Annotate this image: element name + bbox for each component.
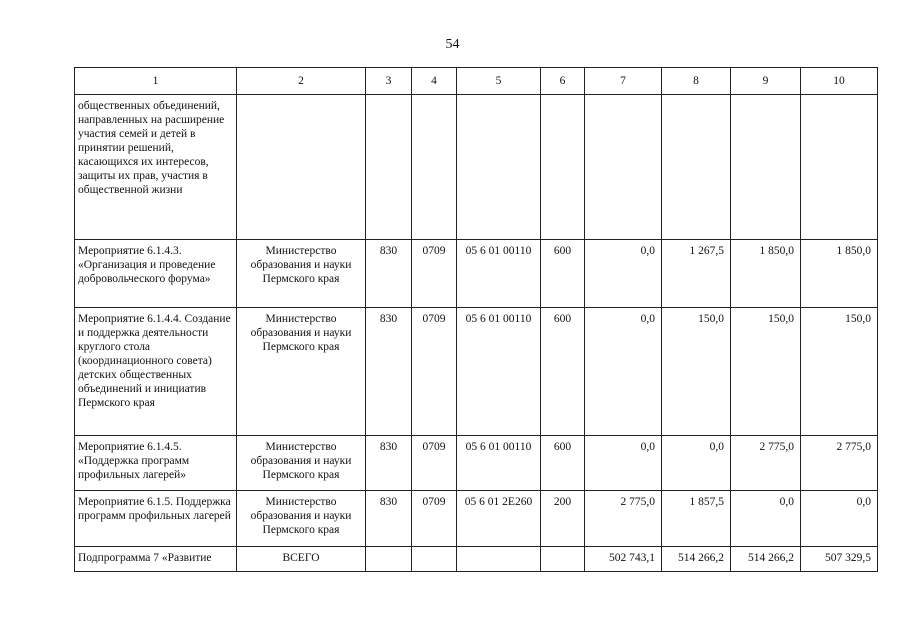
col-3: 830 <box>366 240 412 308</box>
table-row <box>75 308 878 436</box>
col-4: 0709 <box>412 491 457 547</box>
col-5: 05 6 01 2E260 <box>457 491 541 547</box>
col-3: 830 <box>366 308 412 436</box>
col-4: 0709 <box>412 308 457 436</box>
header-cell: 4 <box>412 68 457 95</box>
col-7: 0,0 <box>585 436 662 491</box>
col-10: 1 850,0 <box>801 240 878 308</box>
col-4 <box>412 547 457 572</box>
header-cell: 10 <box>801 68 878 95</box>
organization <box>237 95 366 240</box>
activity-name: Мероприятие 6.1.5. Поддержка программ профильных лагерей <box>75 491 237 547</box>
activity-name: общественных объединений, направленных на расширение участия семей и детей в принятии решений, касающихся их интересов, защиты их прав, участия в общественной жизни <box>75 95 237 240</box>
col-7 <box>585 95 662 240</box>
activity-name: Подпрограмма 7 «Развитие <box>75 547 237 572</box>
header-row <box>75 68 878 95</box>
col-6: 600 <box>541 308 585 436</box>
col-5: 05 6 01 00110 <box>457 436 541 491</box>
header-cell: 8 <box>662 68 731 95</box>
header-cell: 1 <box>75 68 237 95</box>
header-cell: 2 <box>237 68 366 95</box>
col-8: 150,0 <box>662 308 731 436</box>
col-10: 150,0 <box>801 308 878 436</box>
col-9: 0,0 <box>731 491 801 547</box>
table-row <box>75 95 878 240</box>
col-7: 0,0 <box>585 308 662 436</box>
col-8: 1 267,5 <box>662 240 731 308</box>
col-3 <box>366 547 412 572</box>
organization: Министерство образования и науки Пермского края <box>237 436 366 491</box>
col-10: 507 329,5 <box>801 547 878 572</box>
col-4 <box>412 95 457 240</box>
organization: Министерство образования и науки Пермского края <box>237 491 366 547</box>
organization: Министерство образования и науки Пермского края <box>237 240 366 308</box>
col-5: 05 6 01 00110 <box>457 240 541 308</box>
header-cell: 6 <box>541 68 585 95</box>
col-5 <box>457 547 541 572</box>
col-8: 0,0 <box>662 436 731 491</box>
col-10: 2 775,0 <box>801 436 878 491</box>
col-4: 0709 <box>412 436 457 491</box>
col-9: 1 850,0 <box>731 240 801 308</box>
col-9: 2 775,0 <box>731 436 801 491</box>
header-cell: 3 <box>366 68 412 95</box>
header-cell: 7 <box>585 68 662 95</box>
page-number: 54 <box>445 37 460 52</box>
activity-name: Мероприятие 6.1.4.3. «Организация и проведение добровольческого форума» <box>75 240 237 308</box>
activity-name: Мероприятие 6.1.4.4. Создание и поддержка деятельности круглого стола (координационного совета) детских общественных объединений и инициатив Пермского края <box>75 308 237 436</box>
col-7: 0,0 <box>585 240 662 308</box>
col-4: 0709 <box>412 240 457 308</box>
activity-name: Мероприятие 6.1.4.5. «Поддержка программ профильных лагерей» <box>75 436 237 491</box>
col-6 <box>541 95 585 240</box>
col-5: 05 6 01 00110 <box>457 308 541 436</box>
col-6 <box>541 547 585 572</box>
col-6: 200 <box>541 491 585 547</box>
table-row <box>75 240 878 308</box>
col-5 <box>457 95 541 240</box>
budget-table <box>74 67 878 572</box>
col-10: 0,0 <box>801 491 878 547</box>
organization: ВСЕГО <box>237 547 366 572</box>
col-3: 830 <box>366 491 412 547</box>
col-8: 1 857,5 <box>662 491 731 547</box>
col-3: 830 <box>366 436 412 491</box>
col-7: 2 775,0 <box>585 491 662 547</box>
header-cell: 5 <box>457 68 541 95</box>
col-6: 600 <box>541 436 585 491</box>
col-9: 150,0 <box>731 308 801 436</box>
header-cell: 9 <box>731 68 801 95</box>
organization: Министерство образования и науки Пермского края <box>237 308 366 436</box>
table-row <box>75 491 878 547</box>
col-8 <box>662 95 731 240</box>
table-row <box>75 436 878 491</box>
col-9: 514 266,2 <box>731 547 801 572</box>
table-row <box>75 547 878 572</box>
col-8: 514 266,2 <box>662 547 731 572</box>
col-9 <box>731 95 801 240</box>
col-6: 600 <box>541 240 585 308</box>
col-10 <box>801 95 878 240</box>
col-7: 502 743,1 <box>585 547 662 572</box>
col-3 <box>366 95 412 240</box>
